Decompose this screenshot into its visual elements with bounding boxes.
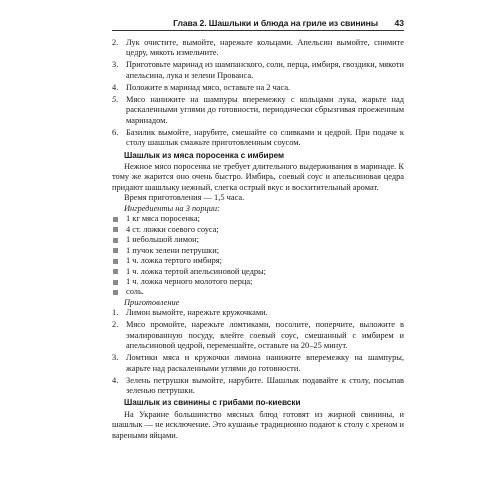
step-item bbox=[112, 128, 404, 149]
step-text: Лук очистите, вымойте, нарежьте кольцами. Апельсин вымойте, снимите цедру, мякоть измельчите. bbox=[126, 38, 404, 58]
recipe-intro: Нежное мясо поросенка не требует длительного выдерживания в маринаде. К тому же жарится оно очень быстро. Имбирь, соевый соус и апельсиновая цедра придают шашлыку нежный, слегка острый вкус и восхитительный аромат. bbox=[112, 161, 404, 192]
ingredient-text: 1 ч. ложка черного молотого перца; bbox=[126, 276, 253, 286]
cooking-time: Время приготовления — 1,5 часа. bbox=[124, 193, 245, 203]
ingredient-text: 1 ч. ложка тертого имбиря; bbox=[126, 256, 222, 266]
recipe-intro: На Украине большинство мясных блюд готовят из жирной свинины, и шашлык — не исключение. Это кушанье традиционно подают к столу с хреном и вареными яйцами. bbox=[112, 409, 404, 440]
page-content bbox=[112, 38, 404, 441]
step-text: Приготовьте маринад из шампанского, соли, перца, имбиря, гвоздики, мякоти апельсина, лука и зелени Прованса. bbox=[126, 60, 404, 80]
step-item bbox=[112, 353, 404, 374]
step-number: 4. bbox=[112, 82, 119, 92]
bullet-square-icon bbox=[113, 280, 118, 285]
ingredient-text: 1 пучок зелени петрушки; bbox=[126, 245, 220, 255]
step-number: 2. bbox=[112, 38, 119, 47]
ingredient-text: соль. bbox=[126, 287, 144, 297]
step-text: Лимон вымойте, нарежьте кружочками. bbox=[126, 308, 268, 318]
bullet-square-icon bbox=[113, 290, 118, 295]
step-number: 6. bbox=[112, 127, 119, 137]
chapter-title: Глава 2. Шашлыки и блюда на гриле из свинины bbox=[173, 18, 378, 28]
ingredient-item bbox=[112, 225, 404, 235]
ingredient-text: 4 ст. ложки соевого соуса; bbox=[126, 224, 219, 234]
step-item bbox=[112, 320, 404, 351]
bullet-square-icon bbox=[113, 227, 118, 232]
step-item bbox=[112, 60, 404, 81]
step-number: 4. bbox=[112, 375, 119, 385]
ingredient-item bbox=[112, 277, 404, 287]
step-text: Мясо промойте, нарежьте ломтиками, посолите, поперчите, выложите в эмалированную посуду, влейте соевый соус, смешанный с имбирем и апельсиновой цедрой, перемешайте, оставьте на 20–25 минут. bbox=[126, 320, 404, 351]
step-text: Положите в маринад мясо, оставьте на 2 часа. bbox=[126, 82, 291, 92]
ingredient-item bbox=[112, 267, 404, 277]
step-number: 3. bbox=[112, 353, 119, 363]
step-item bbox=[112, 95, 404, 126]
step-text: Ломтики мяса и кружочки лимона нанижите вперемежку на шампуры, жарьте над раскаленными углями до готовности. bbox=[126, 353, 404, 373]
running-head bbox=[112, 18, 404, 32]
step-text: Зелень петрушки вымойте, нарубите. Шашлык подавайте к столу, посыпав зеленью петрушки. bbox=[126, 375, 404, 395]
bullet-square-icon bbox=[113, 269, 118, 274]
step-text: Базилик вымойте, нарубите, смешайте со сливками и цедрой. При подаче к столу шашлык смажьте приготовленным соусом. bbox=[126, 127, 404, 148]
ingredient-text: 1 кг мяса поросенка; bbox=[126, 214, 200, 224]
header-rule bbox=[112, 30, 404, 31]
page-number: 43 bbox=[394, 18, 404, 28]
step-text: Мясо нанижите на шампуры вперемежку с кольцами лука, жарьте над раскаленными углями до готовности, периодически сбрызгивая проеженным маринадом. bbox=[126, 94, 404, 125]
step-number: 1. bbox=[112, 308, 119, 318]
step-number: 5. bbox=[112, 94, 119, 104]
method-label: Приготовление bbox=[124, 297, 180, 307]
ingredient-item bbox=[112, 256, 404, 266]
step-number: 2. bbox=[112, 320, 119, 330]
ingredient-item bbox=[112, 235, 404, 245]
step-item bbox=[112, 38, 404, 59]
recipe-title: Шашлык из мяса поросенка с имбирем bbox=[124, 150, 285, 160]
step-number: 3. bbox=[112, 60, 119, 70]
ingredient-item bbox=[112, 287, 404, 297]
recipe-title: Шашлык из свинины с грибами по-киевски bbox=[124, 398, 301, 408]
bullet-square-icon bbox=[113, 248, 118, 253]
step-item bbox=[112, 83, 404, 93]
step-item bbox=[112, 376, 404, 397]
ingredients-label: Ингредиенты на 3 порции: bbox=[124, 203, 220, 213]
ingredient-item bbox=[112, 214, 404, 224]
bullet-square-icon bbox=[113, 259, 118, 264]
ingredient-text: 1 небольшой лимон; bbox=[126, 235, 199, 245]
bullet-square-icon bbox=[113, 217, 118, 222]
step-item bbox=[112, 308, 404, 318]
ingredient-item bbox=[112, 246, 404, 256]
ingredient-text: 1 ч. ложка тертой апельсиновой цедры; bbox=[126, 266, 266, 276]
bullet-square-icon bbox=[113, 238, 118, 243]
